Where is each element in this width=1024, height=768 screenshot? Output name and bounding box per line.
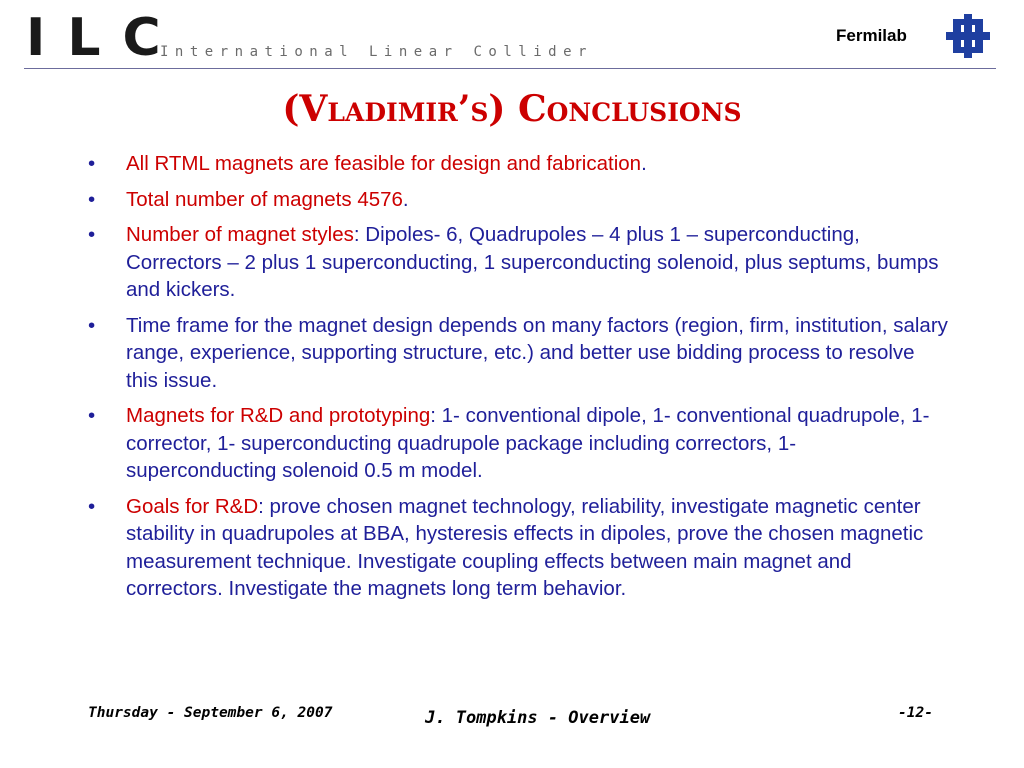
slide-title: (Vladimir’s) Conclusions <box>282 88 742 130</box>
bullet-lead: Number of magnet styles <box>126 223 354 246</box>
bullet-lead: Total number of magnets 4576 <box>126 187 403 211</box>
bullet-text: : prove chosen magnet technology, reliability, investigate magnetic center stability in quadrupoles at BBA, hysteresis effects in dipoles, prove the chosen magnetic measurement technique. Investigate coupling effects between main magnet and correctors. Investigate the magnets long term behavior. <box>126 494 924 600</box>
bullet-text: . <box>402 187 409 211</box>
bullet-item: • Magnets for R&D and prototyping: 1- conventional dipole, 1- conventional quadrupole, 1- corrector, 1- superconducting quadrupole package including correctors, 1- superconducting solenoid 0.5 m model. <box>88 404 930 482</box>
page-number: -12- <box>898 705 933 721</box>
bullet-lead: Magnets for R&D and prototyping <box>126 404 431 427</box>
bullet-item: • Time frame for the magnet design depends on many factors (region, firm, institution, salary range, experience, supporting structure, etc.) and better use bidding process to resolve this issue. <box>88 313 948 392</box>
bullet-text: : 1- conventional dipole, 1- conventional quadrupole, 1- corrector, 1- superconducting quadrupole package including correctors, 1- superconducting solenoid 0.5 m model. <box>126 404 930 482</box>
ilc-logo: ILC <box>26 8 183 68</box>
header-divider <box>24 68 996 69</box>
bullet-text: : Dipoles- 6, Quadrupoles – 4 plus 1 – superconducting, Correctors – 2 plus 1 superconducting, 1 superconducting solenoid, plus septums, bumps and kickers. <box>126 223 939 301</box>
bullet-item: • Total number of magnets 4576. <box>88 187 409 211</box>
footer-author: J. Tompkins - Overview <box>425 708 651 728</box>
bullet-item: • Number of magnet styles: Dipoles- 6, Quadrupoles – 4 plus 1 – superconducting, Correctors – 2 plus 1 superconducting, 1 superconducting solenoid, plus septums, bumps and kickers. <box>88 223 939 301</box>
bullet-lead: All RTML magnets are feasible for design and fabrication <box>126 152 642 175</box>
footer-date: Thursday - September 6, 2007 <box>88 705 333 721</box>
bullet-item: • All RTML magnets are feasible for design and fabrication. <box>88 152 647 175</box>
bullet-text: . <box>641 152 647 175</box>
bullet-text: Time frame for the magnet design depends on many factors (region, firm, institution, salary range, experience, supporting structure, etc.) and better use bidding process to resolve this issue. <box>126 313 948 392</box>
bullet-item: • Goals for R&D: prove chosen magnet technology, reliability, investigate magnetic center stability in quadrupoles at BBA, hysteresis effects in dipoles, prove the chosen magnetic measurement technique. Investigate coupling effects between main magnet and correctors. Investigate the magnets long term behavior. <box>88 494 924 600</box>
bullet-lead: Goals for R&D <box>126 494 259 518</box>
conclusions-list <box>88 150 948 611</box>
ilc-logo-subtitle: International Linear Collider <box>160 44 593 60</box>
fermilab-logo-icon <box>943 14 993 58</box>
fermilab-label: Fermilab <box>836 26 907 45</box>
